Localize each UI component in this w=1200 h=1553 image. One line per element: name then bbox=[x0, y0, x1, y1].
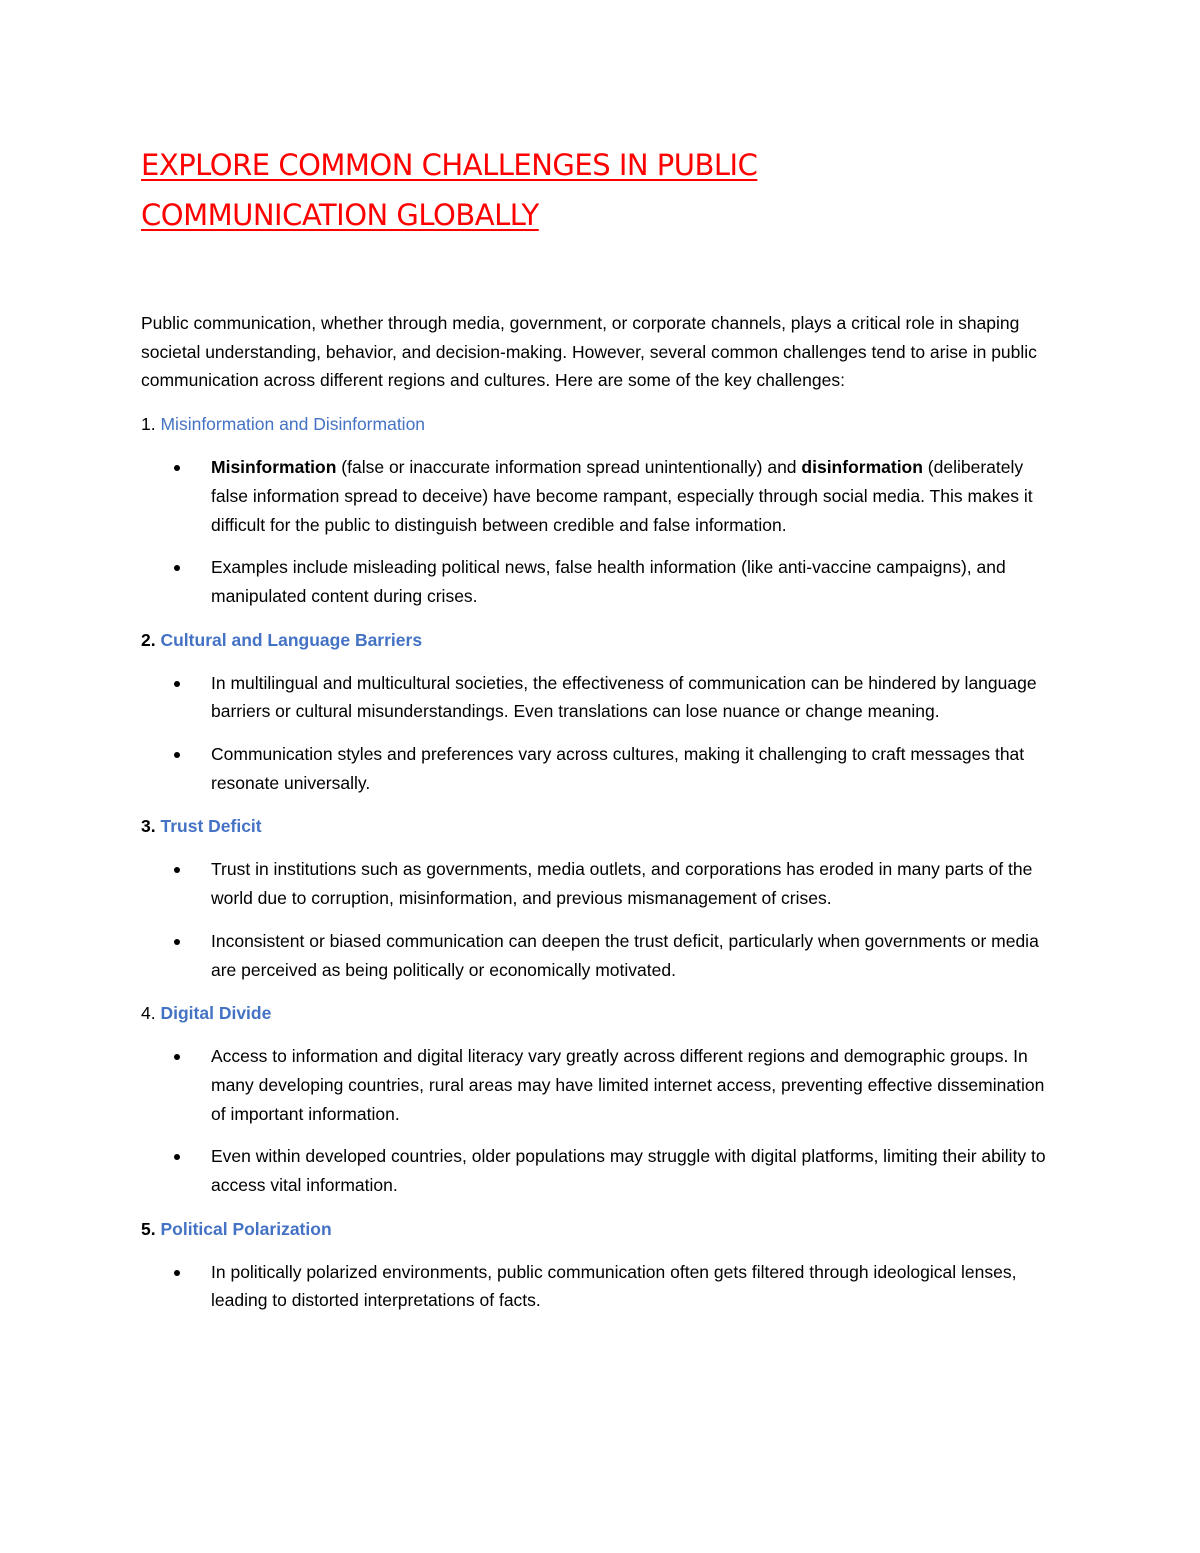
section-heading-political-polarization bbox=[141, 1215, 1061, 1243]
list-item bbox=[141, 740, 1061, 797]
bullet-text: (deliberately false information spread to deceive) have become rampant, especially through social media. This makes it difficult for the public to distinguish between credible and false information. bbox=[211, 457, 1033, 535]
bullet-text: In politically polarized environments, public communication often gets filtered through ideological lenses, leading to distorted interpretations of facts. bbox=[211, 1261, 1017, 1311]
section-number: 2. bbox=[141, 629, 156, 650]
bullet-text: (false or inaccurate information spread unintentionally) and bbox=[336, 457, 802, 478]
bullet-list bbox=[141, 453, 1061, 611]
section-title: Trust Deficit bbox=[160, 816, 262, 837]
list-item bbox=[141, 1258, 1061, 1315]
bullet-list bbox=[141, 1042, 1061, 1200]
intro-paragraph: Public communication, whether through media, government, or corporate channels, plays a critical role in shaping societal understanding, behavior, and decision-making. However, several common challenges tend to arise in public communication across different regions and cultures. Here are some of the key challenges: bbox=[141, 313, 1037, 391]
section-title: Cultural and Language Barriers bbox=[160, 629, 423, 650]
bullet-text: Access to information and digital literacy vary greatly across different regions and demographic groups. In many developing countries, rural areas may have limited internet access, preventing effective dissemination of important information. bbox=[211, 1046, 1045, 1124]
bullet-text: Examples include misleading political news, false health information (like anti-vaccine campaigns), and manipulated content during crises. bbox=[211, 557, 1006, 606]
section-heading-cultural-language bbox=[141, 626, 1061, 654]
bullet-list bbox=[141, 1258, 1061, 1315]
bullet-icon bbox=[174, 565, 180, 571]
section-number: 3. bbox=[141, 816, 156, 837]
document-body bbox=[141, 140, 1061, 1315]
section-number: 4. bbox=[141, 1003, 156, 1024]
list-item bbox=[141, 1042, 1061, 1128]
section-number: 5. bbox=[141, 1218, 156, 1239]
list-item bbox=[141, 927, 1061, 984]
bullet-icon bbox=[174, 681, 180, 687]
section-title: Misinformation and Disinformation bbox=[160, 414, 426, 435]
bullet-icon bbox=[174, 1154, 180, 1160]
bullet-list bbox=[141, 855, 1061, 984]
title-line-2: COMMUNICATION GLOBALLY bbox=[141, 198, 539, 232]
term-misinformation: Misinformation bbox=[211, 457, 337, 478]
list-item bbox=[141, 453, 1061, 539]
bullet-text: Communication styles and preferences vary across cultures, making it challenging to craft messages that resonate universally. bbox=[211, 744, 1025, 793]
bullet-text: Inconsistent or biased communication can deepen the trust deficit, particularly when governments or media are perceived as being politically or economically motivated. bbox=[211, 930, 1039, 980]
bullet-icon bbox=[174, 939, 180, 945]
bullet-icon bbox=[174, 867, 180, 873]
section-heading-trust-deficit bbox=[141, 812, 1061, 840]
section-number: 1. bbox=[141, 414, 156, 435]
title-line-1: EXPLORE COMMON CHALLENGES IN PUBLIC bbox=[141, 148, 758, 182]
bullet-text: In multilingual and multicultural societies, the effectiveness of communication can be hindered by language barriers or cultural misunderstandings. Even translations can lose nuance or change meaning. bbox=[211, 672, 1037, 722]
bullet-list bbox=[141, 669, 1061, 798]
list-item bbox=[141, 553, 1061, 610]
bullet-text: Even within developed countries, older populations may struggle with digital platforms, limiting their ability to access vital information. bbox=[211, 1146, 1046, 1196]
bullet-icon bbox=[174, 465, 180, 471]
list-item bbox=[141, 1142, 1061, 1199]
section-heading-misinformation bbox=[141, 410, 1061, 438]
section-title: Digital Divide bbox=[160, 1003, 272, 1024]
section-title: Political Polarization bbox=[160, 1218, 332, 1239]
bullet-icon bbox=[174, 1270, 180, 1276]
list-item bbox=[141, 669, 1061, 726]
bullet-icon bbox=[174, 1054, 180, 1060]
list-item bbox=[141, 855, 1061, 912]
document-title bbox=[141, 140, 1061, 240]
bullet-icon bbox=[174, 752, 180, 758]
term-disinformation: disinformation bbox=[801, 457, 923, 478]
section-heading-digital-divide bbox=[141, 999, 1061, 1027]
bullet-text: Trust in institutions such as governments, media outlets, and corporations has eroded in many parts of the world due to corruption, misinformation, and previous mismanagement of crises. bbox=[211, 859, 1033, 909]
